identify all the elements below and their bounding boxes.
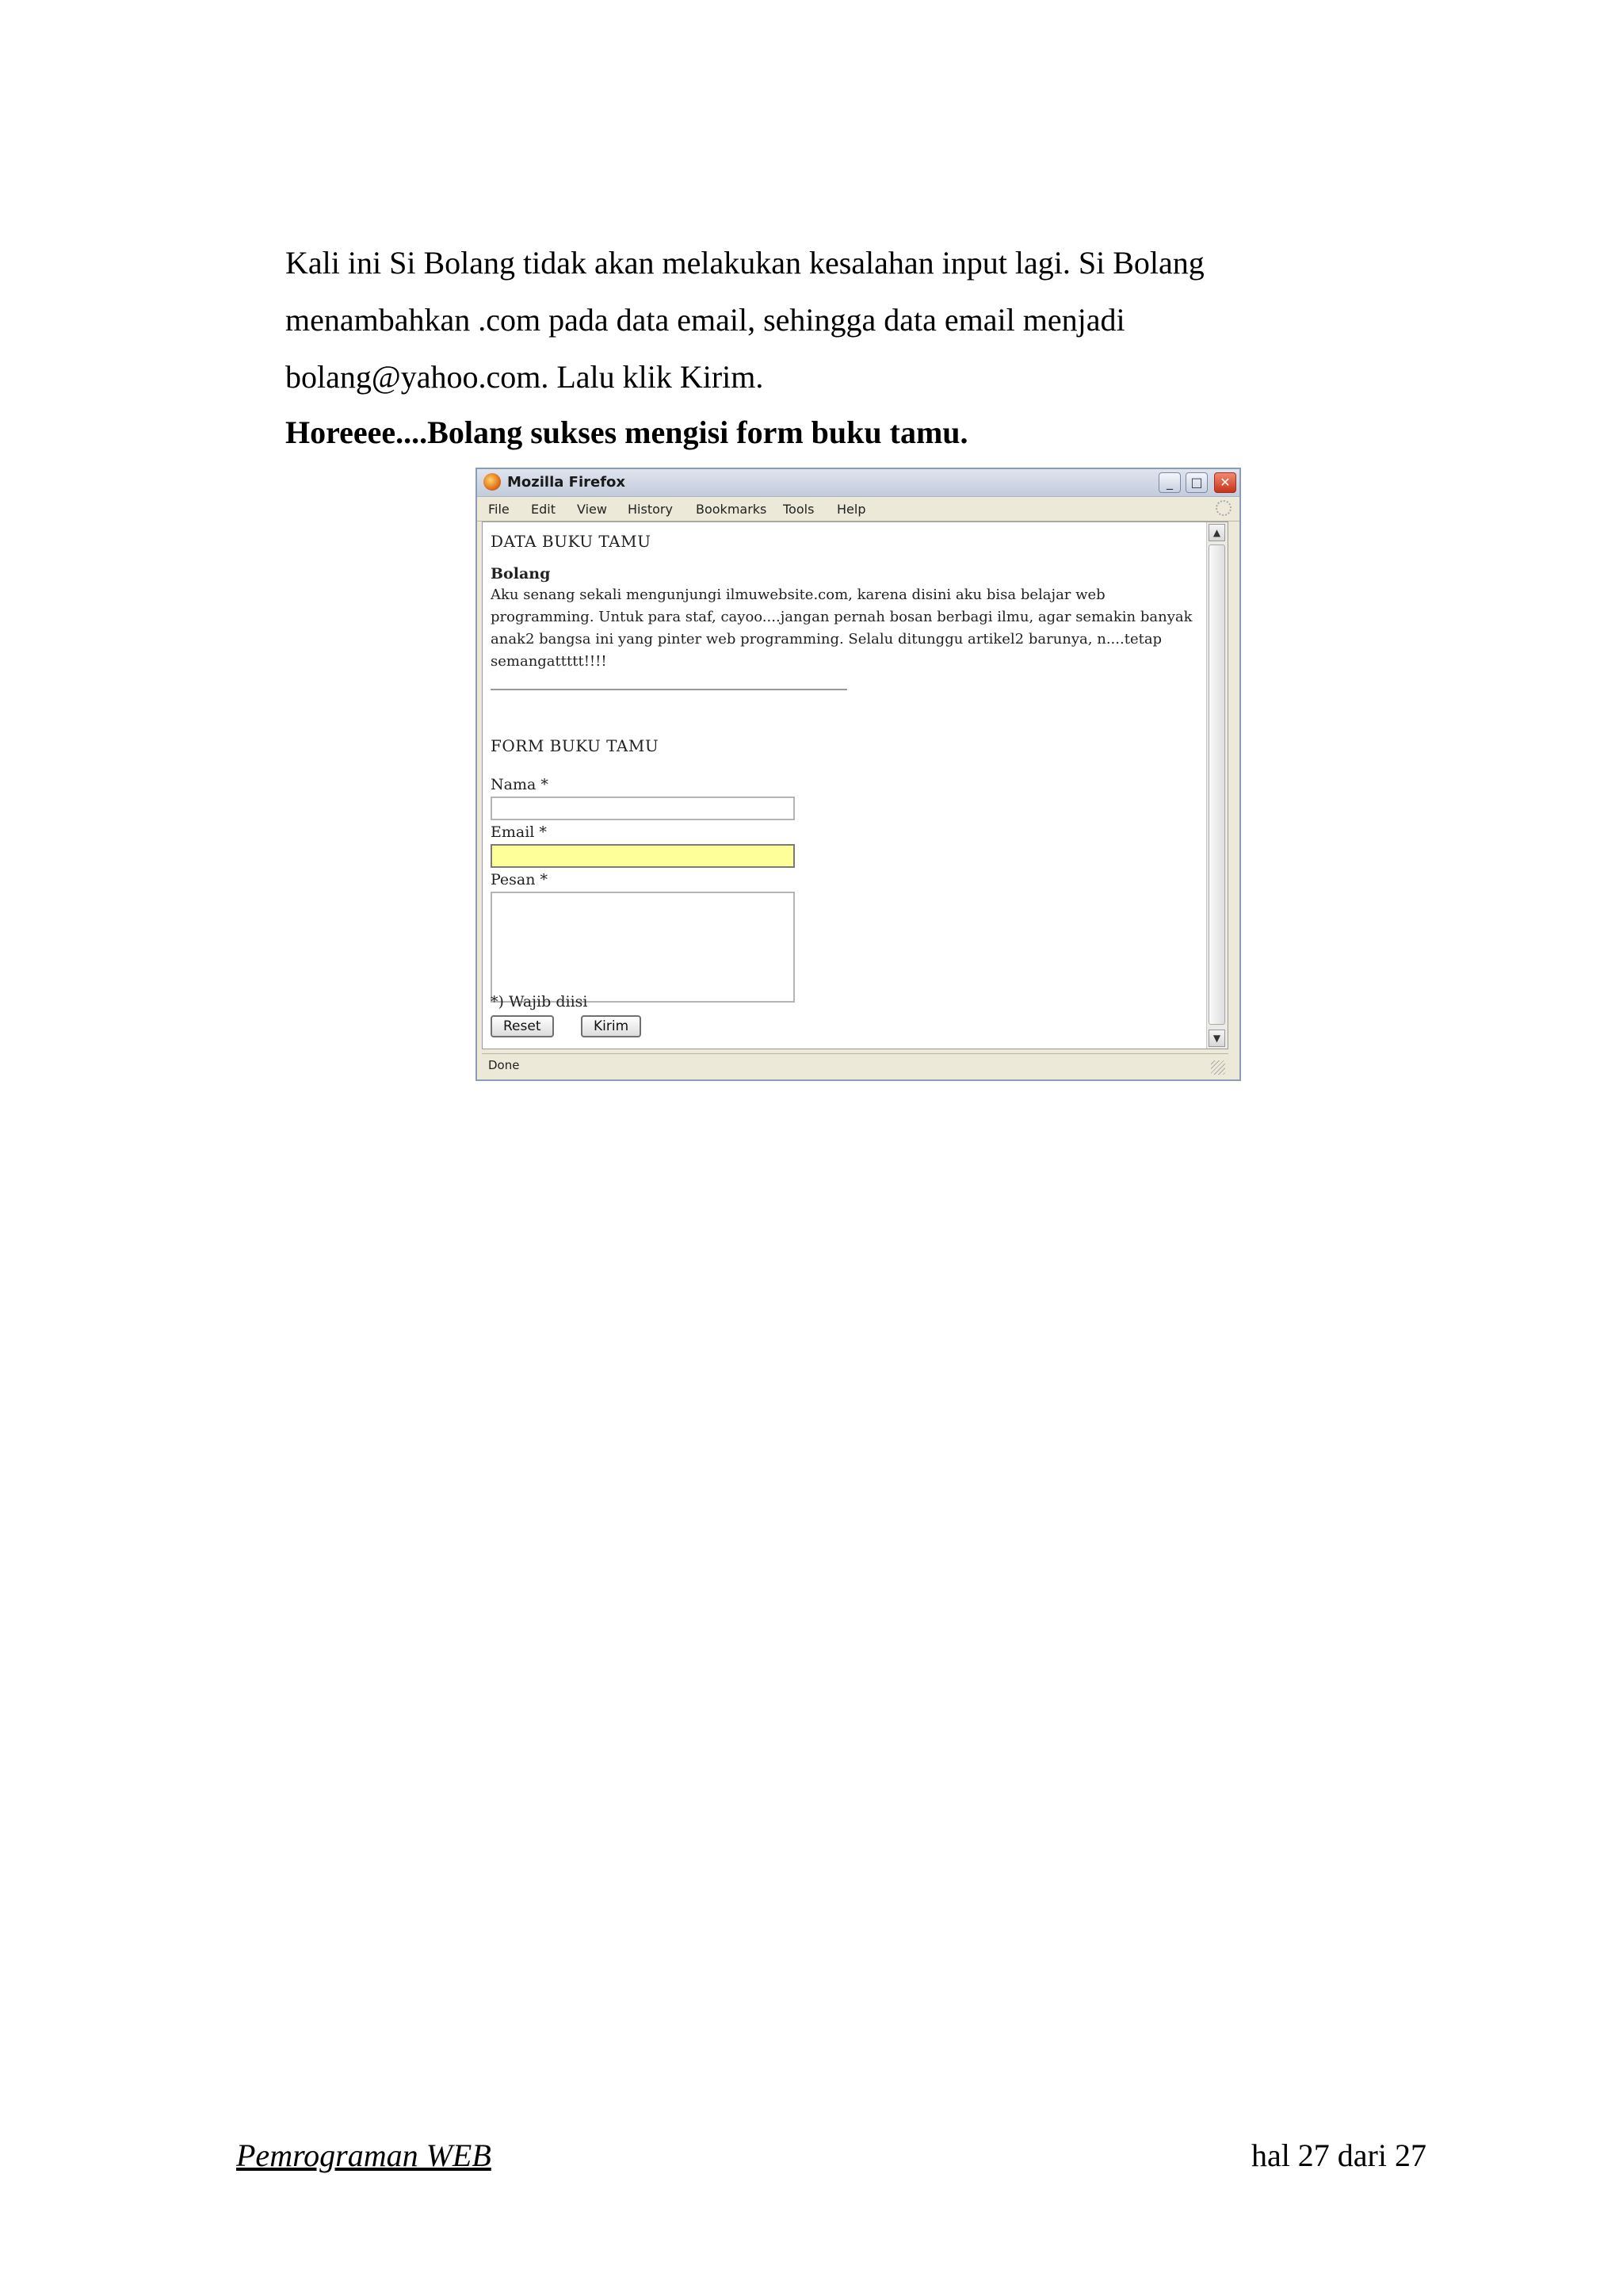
scroll-down-icon[interactable]: ▼ xyxy=(1209,1030,1225,1047)
footer-page-number: hal 27 dari 27 xyxy=(1251,2137,1426,2173)
divider xyxy=(491,689,847,690)
window-title: Mozilla Firefox xyxy=(507,474,626,491)
scrollbar-thumb[interactable] xyxy=(1209,544,1225,1025)
pesan-label: Pesan * xyxy=(491,871,548,888)
menu-item-tools[interactable]: Tools xyxy=(783,502,815,517)
close-button[interactable]: ✕ xyxy=(1214,472,1236,493)
email-label: Email * xyxy=(491,823,547,841)
success-statement: Horeeee....Bolang sukses mengisi form buku tamu. xyxy=(285,415,968,450)
maximize-button[interactable]: □ xyxy=(1186,472,1208,493)
menu-item-edit[interactable]: Edit xyxy=(531,502,556,517)
menu-bar xyxy=(477,497,1239,521)
kirim-button[interactable]: Kirim xyxy=(581,1015,641,1037)
required-note: *) Wajib diisi xyxy=(491,993,588,1010)
entry-message: Aku senang sekali mengunjungi ilmuwebsite.com, karena disini aku bisa belajar web programming. Untuk para staf, cayoo....jangan pernah bosan berbagi ilmu, agar semakin banyak anak2 bangsa ini yang pinter web programming. Selalu ditunggu artikel2 barunya, n....tetap semangattttt!!!! xyxy=(491,586,1193,670)
menu-item-view[interactable]: View xyxy=(577,502,607,517)
throbber-icon xyxy=(1216,500,1232,516)
status-bar xyxy=(482,1053,1228,1076)
resize-grip-icon[interactable] xyxy=(1211,1060,1225,1075)
pesan-textarea[interactable] xyxy=(491,892,795,1003)
status-text: Done xyxy=(488,1058,520,1072)
data-heading: DATA BUKU TAMU xyxy=(491,532,651,551)
firefox-logo-icon xyxy=(483,473,501,491)
scroll-up-icon[interactable]: ▲ xyxy=(1209,524,1225,541)
email-input[interactable] xyxy=(491,844,795,868)
menu-item-bookmarks[interactable]: Bookmarks xyxy=(696,502,767,517)
minimize-button[interactable]: _ xyxy=(1159,472,1181,493)
form-heading: FORM BUKU TAMU xyxy=(491,736,659,755)
nama-label: Nama * xyxy=(491,776,548,793)
vertical-scrollbar[interactable] xyxy=(1206,522,1228,1049)
menu-item-file[interactable]: File xyxy=(488,502,510,517)
footer-course-title: Pemrograman WEB xyxy=(236,2137,491,2173)
paragraph-line: bolang@yahoo.com. Lalu klik Kirim. xyxy=(285,359,764,395)
menu-item-history[interactable]: History xyxy=(628,502,673,517)
nama-input[interactable] xyxy=(491,797,795,820)
reset-button[interactable]: Reset xyxy=(491,1015,554,1037)
intro-paragraph xyxy=(285,235,1316,406)
window-titlebar xyxy=(477,469,1239,497)
browser-content-area xyxy=(482,521,1228,1049)
paragraph-line: Kali ini Si Bolang tidak akan melakukan kesalahan input lagi. Si Bolang xyxy=(285,245,1205,281)
entry-name: Bolang xyxy=(491,565,551,583)
paragraph-line: menambahkan .com pada data email, sehingga data email menjadi xyxy=(285,302,1125,338)
firefox-window-screenshot xyxy=(475,468,1241,1081)
menu-item-help[interactable]: Help xyxy=(837,502,866,517)
